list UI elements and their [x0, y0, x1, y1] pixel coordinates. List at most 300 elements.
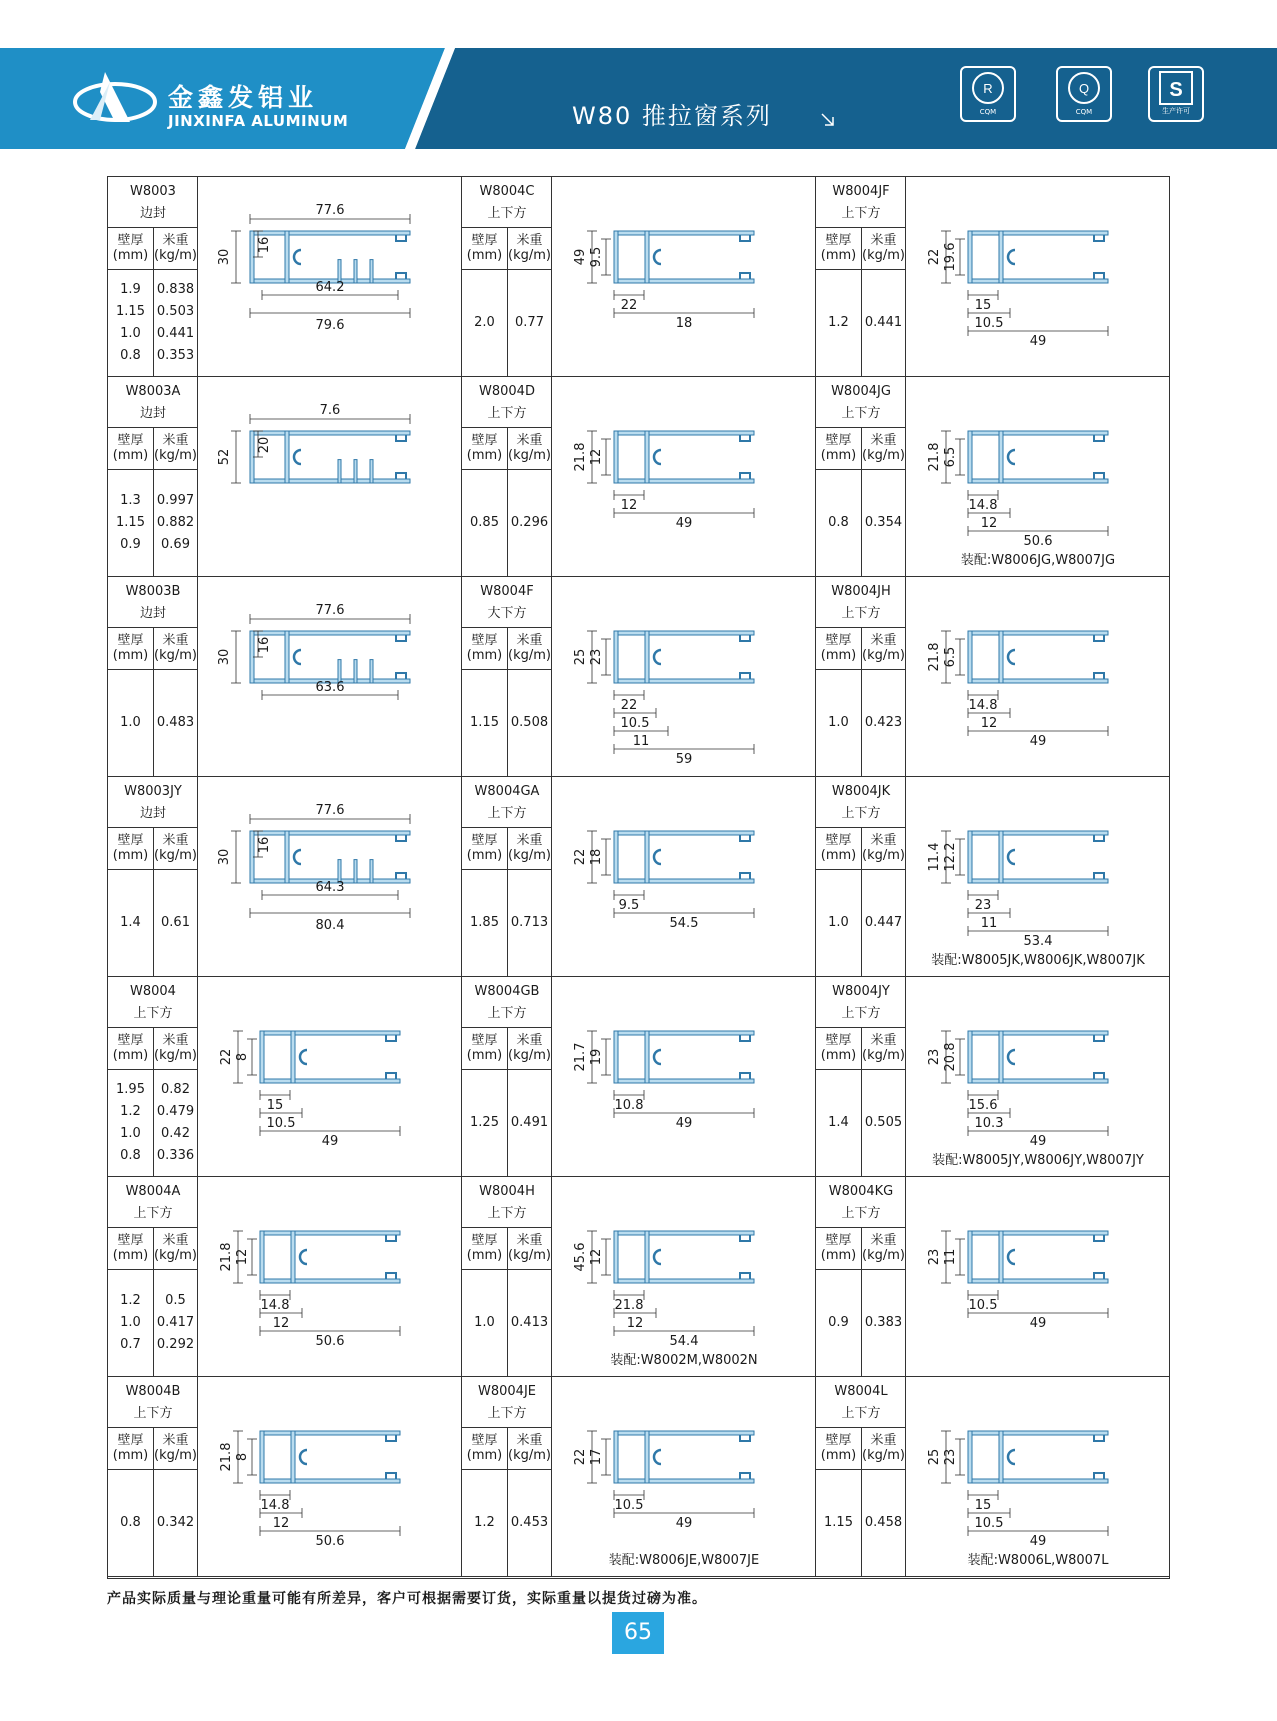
- profile-drawing-cell: [198, 1377, 462, 1577]
- profile-section-shape: [968, 1231, 1108, 1283]
- dimension-label: 17: [589, 1448, 604, 1466]
- dimension-label: 64.3: [315, 880, 345, 895]
- profile-drawing-cell: [906, 1177, 1170, 1377]
- profile-drawing: [198, 581, 462, 751]
- thickness-header: 壁厚 (mm): [820, 1433, 857, 1463]
- weight-header: 米重 (kg/m): [154, 833, 197, 863]
- profile-drawing-cell: [906, 177, 1170, 377]
- dimension-label: 64.2: [315, 280, 345, 295]
- thickness-header: 壁厚 (mm): [820, 433, 857, 463]
- dimension-label: 30: [217, 648, 232, 666]
- profile-section-shape: [250, 831, 410, 883]
- weight-header: 米重 (kg/m): [154, 233, 197, 263]
- dimension-label: 14.8: [968, 498, 998, 513]
- dimension-label: 25: [927, 1448, 942, 1466]
- dimension-label: 7.6: [319, 403, 341, 418]
- dimension-label: 77.6: [315, 603, 345, 618]
- profile-drawing: [906, 581, 1170, 751]
- dimension-label: 22: [620, 698, 638, 713]
- weight-value: 0.483: [156, 715, 195, 730]
- dimension-label: 49: [1029, 1316, 1047, 1331]
- dimension-label: 49: [321, 1134, 339, 1149]
- weight-header: 米重 (kg/m): [154, 433, 197, 463]
- dimension-label: 79.6: [315, 318, 345, 333]
- dimension-label: 21.8: [614, 1298, 644, 1313]
- profile-drawing: [906, 781, 1170, 951]
- weight-value: 0.458: [864, 1515, 903, 1530]
- dimension-label: 49: [573, 248, 588, 266]
- thickness-header: 壁厚 (mm): [466, 1233, 503, 1263]
- weight-header: 米重 (kg/m): [508, 433, 551, 463]
- dimension-label: 10.5: [266, 1116, 296, 1131]
- thickness-header: 壁厚 (mm): [820, 833, 857, 863]
- weight-value: 0.479: [156, 1104, 195, 1119]
- profile-drawing-cell: [552, 377, 816, 577]
- thickness-value: 1.4: [828, 1115, 849, 1130]
- thickness-header: 壁厚 (mm): [820, 1233, 857, 1263]
- thickness-header: 壁厚 (mm): [466, 1033, 503, 1063]
- assembly-note: 装配:W8005JK,W8006JK,W8007JK: [931, 953, 1145, 968]
- weight-value: 0.997: [156, 493, 195, 508]
- profile-drawing: [552, 781, 816, 951]
- profile-drawing-cell: [198, 377, 462, 577]
- assembly-note: 装配:W8006JE,W8007JE: [608, 1553, 760, 1568]
- weight-value: 0.82: [161, 1082, 190, 1097]
- thickness-value: 0.8: [120, 348, 141, 363]
- profile-section-shape: [968, 1431, 1108, 1483]
- weight-header: 米重 (kg/m): [862, 833, 905, 863]
- thickness-header: 壁厚 (mm): [466, 833, 503, 863]
- profile-drawing: [906, 381, 1170, 551]
- weight-header: 米重 (kg/m): [862, 633, 905, 663]
- weight-header: 米重 (kg/m): [862, 233, 905, 263]
- dimension-label: 10.5: [620, 716, 650, 731]
- profile-section-shape: [614, 1431, 754, 1483]
- profile-type: 上下方: [841, 1006, 881, 1021]
- weight-value: 0.292: [156, 1337, 195, 1352]
- dimension-label: 6.5: [943, 646, 958, 668]
- dimension-label: 22: [573, 848, 588, 866]
- weight-value: 0.713: [510, 915, 549, 930]
- thickness-value: 0.7: [120, 1337, 141, 1352]
- profile-code: W8003A: [125, 384, 181, 399]
- thickness-value: 1.95: [116, 1082, 145, 1097]
- profile-code: W8004KG: [828, 1184, 894, 1199]
- weight-header: 米重 (kg/m): [862, 433, 905, 463]
- thickness-value: 1.2: [474, 1515, 495, 1530]
- profile-drawing-cell: [198, 777, 462, 977]
- dimension-label: 21.7: [573, 1042, 588, 1072]
- profile-section-shape: [614, 231, 754, 283]
- profile-type: 上下方: [487, 1206, 527, 1221]
- dimension-label: 49: [1029, 1534, 1047, 1549]
- profile-drawing: [198, 981, 462, 1151]
- dimension-label: 49: [675, 516, 693, 531]
- profile-spec-cell: [816, 1177, 906, 1377]
- dimension-label: 54.5: [669, 916, 699, 931]
- profile-code: W8004A: [125, 1184, 181, 1199]
- profile-type: 上下方: [487, 1406, 527, 1421]
- profile-drawing-cell: [198, 1177, 462, 1377]
- thickness-value: 1.15: [116, 515, 145, 530]
- profile-drawing: [198, 1181, 462, 1351]
- dimension-label: 77.6: [315, 203, 345, 218]
- profile-spec-cell: [462, 177, 552, 377]
- dimension-label: 63.6: [315, 680, 345, 695]
- profile-drawing-cell: [906, 977, 1170, 1177]
- profile-table: [107, 176, 1170, 1579]
- profile-code: W8003B: [125, 584, 181, 599]
- weight-header: 米重 (kg/m): [154, 1233, 197, 1263]
- thickness-header: 壁厚 (mm): [112, 833, 149, 863]
- dimension-label: 10.5: [968, 1298, 998, 1313]
- weight-header: 米重 (kg/m): [508, 833, 551, 863]
- dimension-label: 16: [257, 636, 272, 654]
- weight-header: 米重 (kg/m): [508, 233, 551, 263]
- thickness-header: 壁厚 (mm): [820, 1033, 857, 1063]
- dimension-label: 52: [217, 448, 232, 466]
- profile-spec-cell: [816, 977, 906, 1177]
- dimension-label: 12: [620, 498, 638, 513]
- dimension-label: 11: [980, 916, 998, 931]
- profile-section-shape: [614, 631, 754, 683]
- thickness-value: 0.9: [120, 537, 141, 552]
- profile-type: 上下方: [487, 206, 527, 221]
- dimension-label: 49: [675, 1116, 693, 1131]
- weight-value: 0.296: [510, 515, 549, 530]
- profile-drawing-cell: [198, 577, 462, 777]
- dimension-label: 20.8: [943, 1042, 958, 1072]
- profile-code: W8004GA: [474, 784, 540, 799]
- dimension-label: 21.8: [219, 1242, 234, 1272]
- dimension-label: 15: [974, 298, 992, 313]
- profile-type: 上下方: [133, 1406, 173, 1421]
- thickness-value: 1.85: [470, 915, 499, 930]
- profile-drawing: [198, 381, 462, 551]
- dimension-label: 12: [235, 1248, 250, 1266]
- thickness-value: 0.8: [120, 1515, 141, 1530]
- thickness-header: 壁厚 (mm): [112, 633, 149, 663]
- series-title: W80 推拉窗系列: [572, 102, 772, 130]
- profile-section-shape: [968, 831, 1108, 883]
- dimension-label: 50.6: [1023, 534, 1053, 549]
- thickness-header: 壁厚 (mm): [112, 233, 149, 263]
- profile-drawing: [552, 1381, 816, 1551]
- profile-type: 上下方: [133, 1206, 173, 1221]
- arrow-down-right-icon: [820, 112, 836, 128]
- dimension-label: 6.5: [943, 446, 958, 468]
- brand-name-cn: 金鑫发铝业: [168, 83, 319, 112]
- weight-header: 米重 (kg/m): [508, 1433, 551, 1463]
- dimension-label: 49: [1029, 1134, 1047, 1149]
- profile-type: 上下方: [841, 806, 881, 821]
- dimension-label: 8: [235, 1452, 250, 1462]
- profile-type: 边封: [139, 206, 166, 221]
- profile-drawing-cell: [198, 177, 462, 377]
- dimension-label: 16: [257, 236, 272, 254]
- profile-code: W8004JF: [832, 184, 890, 199]
- dimension-label: 25: [573, 648, 588, 666]
- profile-section-shape: [968, 231, 1108, 283]
- dimension-label: 12: [272, 1516, 290, 1531]
- thickness-header: 壁厚 (mm): [112, 433, 149, 463]
- profile-code: W8004GB: [474, 984, 540, 999]
- profile-drawing-cell: [906, 377, 1170, 577]
- dimension-label: 12: [272, 1316, 290, 1331]
- profile-drawing: [198, 181, 462, 351]
- company-logo-icon: [70, 62, 160, 134]
- profile-drawing: [552, 181, 816, 351]
- profile-spec-cell: [108, 977, 198, 1177]
- dimension-label: 12: [980, 516, 998, 531]
- weight-value: 0.69: [161, 537, 190, 552]
- thickness-header: 壁厚 (mm): [466, 1433, 503, 1463]
- profile-type: 上下方: [841, 206, 881, 221]
- thickness-value: 1.4: [120, 915, 141, 930]
- profile-spec-cell: [462, 777, 552, 977]
- dimension-label: 14.8: [260, 1498, 290, 1513]
- dimension-label: 53.4: [1023, 934, 1053, 949]
- profile-spec-cell: [816, 177, 906, 377]
- dimension-label: 15: [266, 1098, 284, 1113]
- profile-section-shape: [968, 431, 1108, 483]
- dimension-label: 15: [974, 1498, 992, 1513]
- dimension-label: 15.6: [968, 1098, 998, 1113]
- weight-value: 0.383: [864, 1315, 903, 1330]
- profile-code: W8003JY: [124, 784, 182, 799]
- weight-header: 米重 (kg/m): [154, 1033, 197, 1063]
- profile-drawing-cell: [552, 777, 816, 977]
- weight-value: 0.503: [156, 304, 195, 319]
- profile-code: W8004JH: [831, 584, 891, 599]
- profile-code: W8004JE: [478, 1384, 536, 1399]
- dimension-label: 22: [620, 298, 638, 313]
- profile-type: 上下方: [841, 1406, 881, 1421]
- profile-spec-cell: [108, 177, 198, 377]
- dimension-label: 12: [980, 716, 998, 731]
- profile-spec-cell: [462, 577, 552, 777]
- assembly-note: 装配:W8005JY,W8006JY,W8007JY: [932, 1153, 1144, 1168]
- profile-type: 边封: [139, 406, 166, 421]
- footnote: 产品实际质量与理论重量可能有所差异，客户可根据需要订货，实际重量以提货过磅为准。: [107, 1591, 707, 1607]
- dimension-label: 10.8: [614, 1098, 644, 1113]
- profile-drawing: [552, 581, 816, 767]
- weight-value: 0.453: [510, 1515, 549, 1530]
- thickness-value: 0.8: [120, 1148, 141, 1163]
- dimension-label: 10.3: [974, 1116, 1004, 1131]
- profile-section-shape: [260, 1431, 400, 1483]
- profile-code: W8004H: [479, 1184, 535, 1199]
- dimension-label: 21.8: [219, 1442, 234, 1472]
- dimension-label: 30: [217, 848, 232, 866]
- dimension-label: 23: [974, 898, 992, 913]
- thickness-value: 0.85: [470, 515, 499, 530]
- thickness-value: 1.2: [120, 1293, 141, 1308]
- profile-drawing-cell: [906, 777, 1170, 977]
- weight-header: 米重 (kg/m): [508, 1233, 551, 1263]
- dimension-label: 11: [632, 734, 650, 749]
- profile-section-shape: [260, 1031, 400, 1083]
- profile-section-shape: [250, 631, 410, 683]
- weight-value: 0.5: [165, 1293, 186, 1308]
- dimension-label: 12.2: [943, 842, 958, 872]
- dimension-label: 59: [675, 752, 693, 767]
- profile-drawing: [906, 981, 1170, 1151]
- profile-drawing: [906, 1181, 1170, 1351]
- profile-spec-cell: [108, 577, 198, 777]
- dimension-label: 12: [589, 448, 604, 466]
- dimension-label: 77.6: [315, 803, 345, 818]
- profile-type: 上下方: [487, 806, 527, 821]
- thickness-value: 1.15: [470, 715, 499, 730]
- profile-section-shape: [250, 231, 410, 283]
- weight-value: 0.441: [864, 315, 903, 330]
- profile-type: 上下方: [487, 406, 527, 421]
- weight-value: 0.353: [156, 348, 195, 363]
- weight-value: 0.42: [161, 1126, 190, 1141]
- weight-header: 米重 (kg/m): [508, 633, 551, 663]
- thickness-header: 壁厚 (mm): [112, 1433, 149, 1463]
- profile-type: 上下方: [487, 1006, 527, 1021]
- dimension-label: 80.4: [315, 918, 345, 933]
- thickness-value: 0.8: [828, 515, 849, 530]
- weight-header: 米重 (kg/m): [154, 633, 197, 663]
- thickness-value: 1.0: [474, 1315, 495, 1330]
- thickness-header: 壁厚 (mm): [112, 1233, 149, 1263]
- thickness-value: 1.2: [120, 1104, 141, 1119]
- weight-value: 0.838: [156, 282, 195, 297]
- profile-section-shape: [260, 1231, 400, 1283]
- dimension-label: 23: [927, 1048, 942, 1066]
- thickness-value: 1.0: [120, 715, 141, 730]
- weight-value: 0.508: [510, 715, 549, 730]
- dimension-label: 23: [589, 648, 604, 666]
- profile-drawing: [906, 1381, 1170, 1551]
- svg-text:Q: Q: [1078, 81, 1090, 96]
- weight-value: 0.342: [156, 1515, 195, 1530]
- profile-spec-cell: [816, 1377, 906, 1577]
- weight-value: 0.336: [156, 1148, 195, 1163]
- dimension-label: 45.6: [573, 1242, 588, 1272]
- dimension-label: 8: [235, 1052, 250, 1062]
- profile-code: W8004JK: [831, 784, 891, 799]
- profile-spec-cell: [108, 377, 198, 577]
- dimension-label: 49: [1029, 734, 1047, 749]
- dimension-label: 23: [927, 1248, 942, 1266]
- profile-spec-cell: [816, 577, 906, 777]
- weight-value: 0.417: [156, 1315, 195, 1330]
- dimension-label: 21.8: [927, 642, 942, 672]
- profile-type: 上下方: [133, 1006, 173, 1021]
- profile-type: 边封: [139, 606, 166, 621]
- thickness-value: 1.15: [116, 304, 145, 319]
- thickness-value: 1.9: [120, 282, 141, 297]
- thickness-value: 1.0: [828, 915, 849, 930]
- profile-spec-cell: [108, 777, 198, 977]
- profile-drawing: [198, 781, 462, 951]
- profile-drawing-cell: [552, 1377, 816, 1577]
- thickness-header: 壁厚 (mm): [820, 633, 857, 663]
- thickness-value: 1.0: [120, 1126, 141, 1141]
- profile-section-shape: [250, 431, 410, 483]
- thickness-value: 1.0: [120, 1315, 141, 1330]
- dimension-label: 14.8: [260, 1298, 290, 1313]
- assembly-note: 装配:W8002M,W8002N: [610, 1353, 758, 1368]
- dimension-label: 50.6: [315, 1334, 345, 1349]
- thickness-value: 0.9: [828, 1315, 849, 1330]
- weight-header: 米重 (kg/m): [862, 1233, 905, 1263]
- profile-section-shape: [614, 1031, 754, 1083]
- profile-type: 上下方: [841, 406, 881, 421]
- dimension-label: 20: [257, 436, 272, 454]
- svg-text:R: R: [983, 81, 993, 96]
- dimension-label: 21.8: [573, 442, 588, 472]
- thickness-header: 壁厚 (mm): [466, 433, 503, 463]
- svg-text:S: S: [1169, 79, 1183, 101]
- profile-drawing: [552, 981, 816, 1151]
- dimension-label: 21.8: [927, 442, 942, 472]
- profile-section-shape: [968, 1031, 1108, 1083]
- dimension-label: 50.6: [315, 1534, 345, 1549]
- profile-section-shape: [968, 631, 1108, 683]
- weight-value: 0.882: [156, 515, 195, 530]
- profile-drawing-cell: [552, 1177, 816, 1377]
- profile-drawing-cell: [552, 177, 816, 377]
- dimension-label: 9.5: [589, 246, 604, 268]
- dimension-label: 22: [927, 248, 942, 266]
- profile-spec-cell: [462, 977, 552, 1177]
- dimension-label: 11.4: [927, 842, 942, 872]
- weight-header: 米重 (kg/m): [508, 1033, 551, 1063]
- thickness-value: 1.2: [828, 315, 849, 330]
- profile-drawing-cell: [198, 977, 462, 1177]
- profile-code: W8004C: [479, 184, 535, 199]
- profile-drawing: [552, 1181, 816, 1351]
- profile-code: W8004: [130, 984, 176, 999]
- assembly-note: 装配:W8006JG,W8007JG: [960, 553, 1116, 568]
- thickness-header: 壁厚 (mm): [466, 633, 503, 663]
- dimension-label: 23: [943, 1448, 958, 1466]
- profile-type: 边封: [139, 806, 166, 821]
- profile-spec-cell: [462, 1177, 552, 1377]
- profile-drawing: [198, 1381, 462, 1551]
- profile-type: 大下方: [487, 606, 527, 621]
- profile-spec-cell: [108, 1177, 198, 1377]
- profile-section-shape: [614, 431, 754, 483]
- weight-header: 米重 (kg/m): [154, 1433, 197, 1463]
- profile-spec-cell: [816, 777, 906, 977]
- thickness-value: 1.3: [120, 493, 141, 508]
- weight-value: 0.441: [156, 326, 195, 341]
- profile-section-shape: [614, 1231, 754, 1283]
- thickness-value: 2.0: [474, 315, 495, 330]
- dimension-label: 18: [589, 848, 604, 866]
- weight-value: 0.61: [161, 915, 190, 930]
- dimension-label: 18: [675, 316, 693, 331]
- thickness-header: 壁厚 (mm): [112, 1033, 149, 1063]
- weight-header: 米重 (kg/m): [862, 1433, 905, 1463]
- dimension-label: 12: [626, 1316, 644, 1331]
- dimension-label: 22: [573, 1448, 588, 1466]
- weight-value: 0.77: [515, 315, 544, 330]
- weight-value: 0.491: [510, 1115, 549, 1130]
- dimension-label: 12: [589, 1248, 604, 1266]
- dimension-label: 10.5: [974, 316, 1004, 331]
- profile-code: W8004B: [125, 1384, 181, 1399]
- thickness-header: 壁厚 (mm): [466, 233, 503, 263]
- cqm-r-cert-icon: R CQM: [960, 66, 1016, 122]
- dimension-label: 11: [943, 1248, 958, 1266]
